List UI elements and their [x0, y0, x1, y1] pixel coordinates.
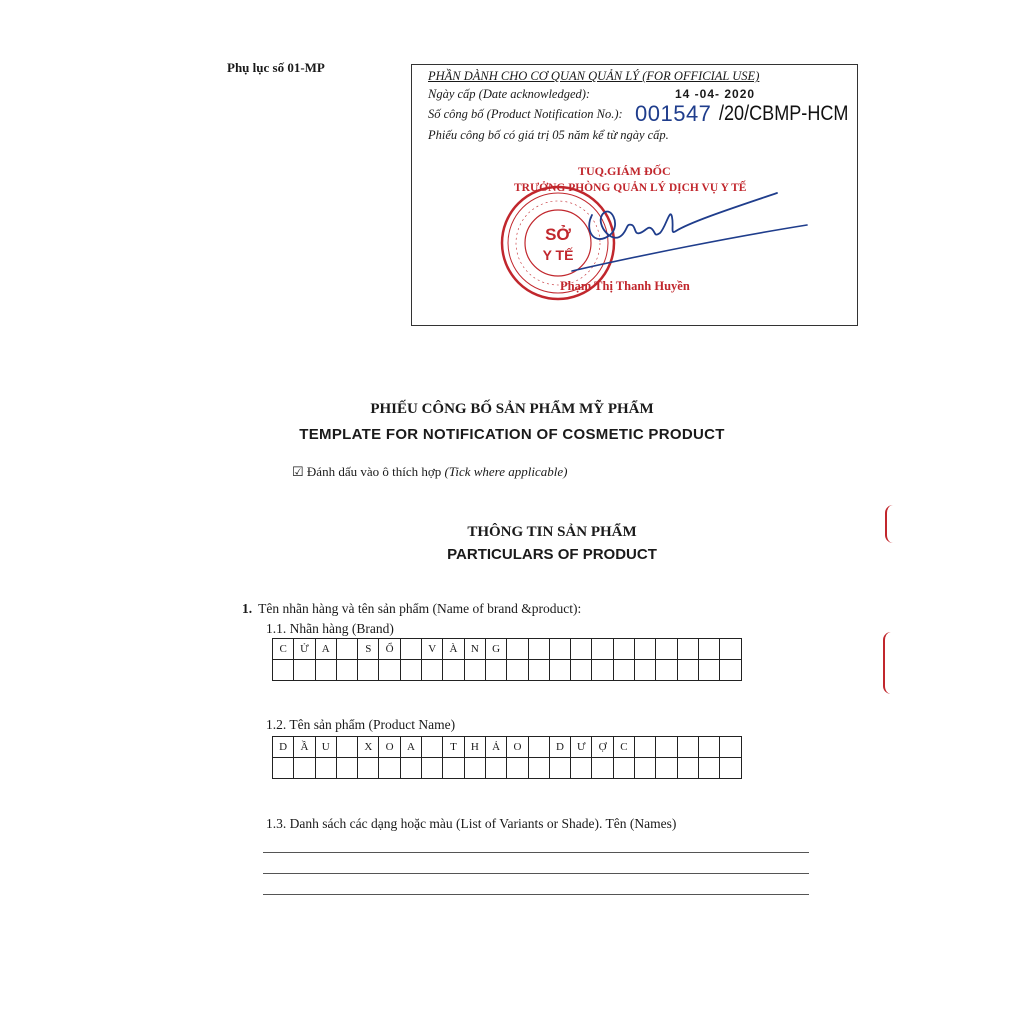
letter-cell: O — [379, 737, 400, 758]
tick-instruction — [292, 464, 567, 480]
letter-cell — [358, 758, 379, 779]
tick-instruction-english: (Tick where applicable) — [444, 464, 568, 479]
letter-cell: Ầ — [294, 737, 315, 758]
letter-cell — [528, 660, 549, 681]
letter-cell — [656, 639, 677, 660]
handwritten-signature — [562, 185, 812, 275]
product-name-letter-grid — [272, 736, 742, 779]
signer-name: Phạm Thị Thanh Huyền — [560, 279, 690, 293]
letter-cell — [698, 660, 719, 681]
variants-label: 1.3. Danh sách các dạng hoặc màu (List of Variants or Shade). Tên (Names) — [266, 816, 677, 831]
letter-cell — [443, 660, 464, 681]
letter-cell: V — [422, 639, 443, 660]
validity-note: Phiếu công bố có giá trị 05 năm kể từ ngày cấp. — [428, 128, 669, 142]
letter-cell — [571, 660, 592, 681]
letter-cell: D — [549, 737, 570, 758]
letter-cell — [635, 737, 656, 758]
notification-number-value: 001547 — [635, 101, 712, 126]
letter-cell: Ổ — [379, 639, 400, 660]
letter-cell — [464, 758, 485, 779]
letter-cell — [485, 758, 506, 779]
subtitle-vietnamese: THÔNG TIN SẢN PHẨM — [467, 524, 637, 540]
letter-cell — [422, 737, 443, 758]
letter-cell: Ư — [571, 737, 592, 758]
section-1-title: Tên nhãn hàng và tên sản phẩm (Name of brand &product): — [258, 601, 582, 616]
brand-letter-grid — [272, 638, 742, 681]
letter-cell — [720, 737, 741, 758]
letter-cell — [698, 758, 719, 779]
letter-cell: À — [443, 639, 464, 660]
letter-cell — [549, 639, 570, 660]
letter-cell — [464, 660, 485, 681]
official-use-heading: PHẦN DÀNH CHO CƠ QUAN QUẢN LÝ (FOR OFFICIAL USE) — [428, 69, 760, 83]
product-name-label: 1.2. Tên sản phẩm (Product Name) — [266, 717, 456, 732]
letter-cell — [635, 758, 656, 779]
letter-cell — [336, 660, 357, 681]
letter-cell — [294, 660, 315, 681]
letter-cell — [273, 660, 294, 681]
tick-instruction-text: Đánh dấu vào ô thích hợp — [306, 464, 442, 479]
letter-cell — [507, 639, 528, 660]
letter-cell — [656, 758, 677, 779]
title-vietnamese: PHIẾU CÔNG BỐ SẢN PHẨM MỸ PHẨM — [370, 401, 654, 417]
letter-cell — [656, 660, 677, 681]
letter-cell — [422, 758, 443, 779]
letter-cell: D — [273, 737, 294, 758]
letter-cell — [613, 660, 634, 681]
letter-cell: N — [464, 639, 485, 660]
letter-cell: A — [315, 639, 336, 660]
letter-cell — [549, 758, 570, 779]
department-head-title: TRƯỞNG PHÒNG QUẢN LÝ DỊCH VỤ Y TẾ — [514, 182, 747, 194]
variants-answer-line — [263, 852, 809, 853]
letter-cell — [315, 758, 336, 779]
letter-cell — [720, 758, 741, 779]
letter-cell — [720, 660, 741, 681]
subtitle-english: PARTICULARS OF PRODUCT — [447, 546, 657, 563]
letter-cell: A — [400, 737, 421, 758]
letter-cell: C — [613, 737, 634, 758]
letter-cell: X — [358, 737, 379, 758]
letter-cell — [336, 737, 357, 758]
letter-cell — [528, 737, 549, 758]
letter-cell — [571, 639, 592, 660]
letter-cell: Ử — [294, 639, 315, 660]
svg-text:SỞ: SỞ — [545, 225, 571, 244]
letter-cell — [507, 758, 528, 779]
letter-cell — [592, 758, 613, 779]
official-use-box — [411, 64, 858, 326]
letter-cell — [677, 639, 698, 660]
letter-cell — [549, 660, 570, 681]
letter-cell: O — [507, 737, 528, 758]
letter-cell — [613, 639, 634, 660]
letter-cell — [336, 639, 357, 660]
letter-cell — [294, 758, 315, 779]
letter-cell — [528, 639, 549, 660]
letter-cell: Ả — [485, 737, 506, 758]
date-acknowledged-label: Ngày cấp (Date acknowledged): — [428, 87, 591, 101]
date-acknowledged-value: 14 -04- 2020 — [675, 87, 756, 101]
letter-cell: S — [358, 639, 379, 660]
title-english: TEMPLATE FOR NOTIFICATION OF COSMETIC PRODUCT — [299, 426, 725, 443]
authorized-position: TUQ.GIÁM ĐỐC — [578, 164, 671, 178]
brand-label: 1.1. Nhãn hàng (Brand) — [266, 621, 394, 636]
letter-cell — [400, 758, 421, 779]
svg-text:Y TẾ: Y TẾ — [542, 247, 574, 263]
letter-cell — [379, 758, 400, 779]
letter-cell — [698, 639, 719, 660]
letter-cell — [358, 660, 379, 681]
appendix-label: Phụ lục số 01-MP — [227, 60, 325, 75]
letter-cell — [571, 758, 592, 779]
edge-stamp-mark — [885, 505, 893, 543]
letter-cell — [528, 758, 549, 779]
letter-cell — [677, 758, 698, 779]
checkbox-icon: ☑ — [292, 464, 304, 479]
variants-answer-line — [263, 894, 809, 895]
letter-cell — [400, 639, 421, 660]
letter-cell — [336, 758, 357, 779]
letter-cell — [592, 660, 613, 681]
letter-cell — [273, 758, 294, 779]
letter-cell: Ợ — [592, 737, 613, 758]
notification-number-label: Số công bố (Product Notification No.): — [428, 107, 623, 121]
letter-cell: U — [315, 737, 336, 758]
letter-cell — [379, 660, 400, 681]
letter-cell: H — [464, 737, 485, 758]
letter-cell — [507, 660, 528, 681]
letter-cell — [720, 639, 741, 660]
letter-cell: T — [443, 737, 464, 758]
variants-answer-line — [263, 873, 809, 874]
letter-cell: C — [273, 639, 294, 660]
letter-cell — [592, 639, 613, 660]
section-1-heading — [242, 601, 581, 617]
section-1-number: 1. — [242, 601, 253, 616]
letter-cell — [422, 660, 443, 681]
letter-cell — [677, 660, 698, 681]
letter-cell — [315, 660, 336, 681]
letter-cell: G — [485, 639, 506, 660]
letter-cell — [613, 758, 634, 779]
notification-number-suffix: /20/CBMP-HCM — [719, 102, 849, 125]
letter-cell — [635, 660, 656, 681]
letter-cell — [656, 737, 677, 758]
letter-cell — [400, 660, 421, 681]
letter-cell — [698, 737, 719, 758]
letter-cell — [485, 660, 506, 681]
letter-cell — [443, 758, 464, 779]
edge-stamp-mark — [883, 632, 891, 694]
letter-cell — [635, 639, 656, 660]
letter-cell — [677, 737, 698, 758]
